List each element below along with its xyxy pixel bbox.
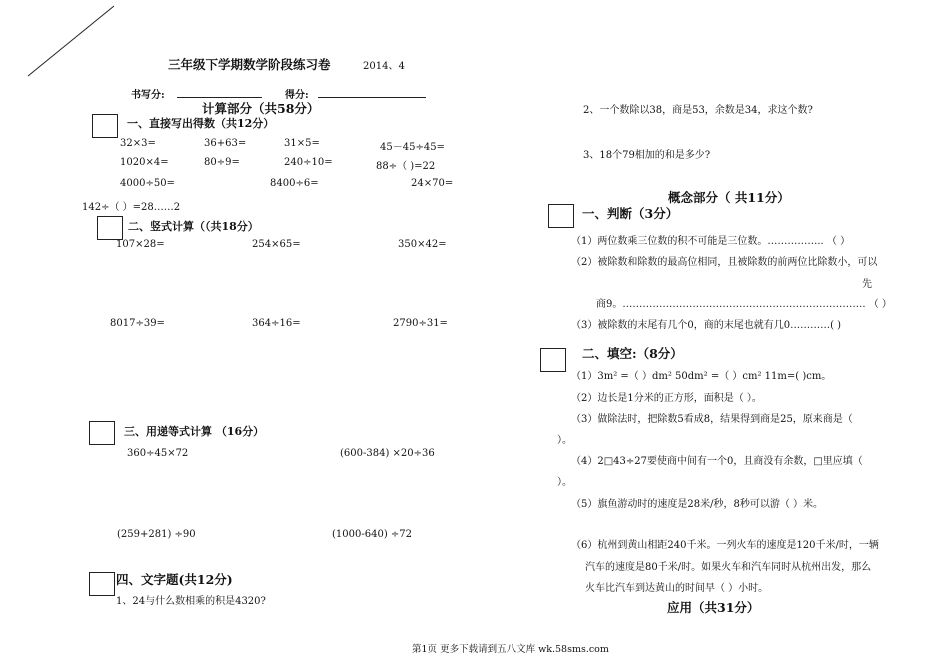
s4-title: 四、文字题(共12分) — [116, 572, 233, 587]
judge-item-2: （2）被除数和除数的最高位相同，且被除数的前两位比除数小，可以 — [571, 257, 878, 268]
paper-title: 三年级下学期数学阶段练习卷 — [168, 57, 331, 72]
s2-title: 二、竖式计算（（共18分） — [128, 220, 259, 233]
apply-part-heading: 应用（共31分） — [667, 600, 760, 615]
s1-item: 1020×4= — [120, 157, 169, 168]
s3-item: (259+281) ÷90 — [117, 529, 196, 540]
s3-item: 360÷45×72 — [127, 448, 189, 459]
fill-item-4-end: ）。 — [557, 477, 572, 488]
fill-title: 二、填空:（8分） — [582, 346, 683, 361]
judge-item-2-cont: 先 — [862, 279, 872, 290]
calc-part-heading: 计算部分（共58分） — [202, 101, 320, 116]
s1-item: 4000÷50= — [120, 178, 175, 189]
score-box-s1[interactable] — [92, 114, 118, 138]
s1-item: 24×70= — [411, 178, 454, 189]
fill-item-3-end: ）。 — [557, 435, 572, 446]
s1-title: 一、直接写出得数（共12分） — [127, 117, 275, 130]
s2-item: 107×28= — [116, 239, 165, 250]
s1-item: 8400÷6= — [270, 178, 319, 189]
handwriting-label: 书写分: — [131, 90, 165, 101]
s1-item: 80÷9= — [204, 157, 240, 168]
question-3: 3、18个79相加的和是多少? — [583, 150, 711, 161]
s3-item: (1000-640) ÷72 — [332, 529, 412, 540]
fill-item-6-line3: 火车比汽车到达黄山的时间早（ ）小时。 — [585, 583, 769, 594]
score-box-s4[interactable] — [89, 572, 115, 596]
corner-diagonal-line — [0, 0, 120, 80]
judge-item-2-end: 商9。………………………………………………………………. （ ） — [596, 299, 892, 310]
fill-item-6: （6）杭州到黄山相距240千米。一列火车的速度是120千米/时，一辆 — [571, 540, 879, 551]
s1-item: 142÷（ ）=28……2 — [82, 202, 181, 213]
score-blank[interactable] — [318, 86, 426, 98]
concept-part-heading: 概念部分（ 共11分） — [668, 190, 790, 205]
fill-item-2: （2）边长是1分米的正方形，面积是（ ）。 — [571, 393, 762, 404]
fill-item-6-line2: 汽车的速度是80千米/时。如果火车和汽车同时从杭州出发，那么 — [585, 562, 872, 573]
page-footer: 第1页 更多下载请到五八文库 wk.58sms.com — [412, 644, 609, 655]
s1-item: 32×3= — [120, 138, 156, 149]
score-box-judge[interactable] — [548, 204, 574, 228]
handwriting-blank[interactable] — [177, 86, 262, 98]
s2-item: 254×65= — [252, 239, 301, 250]
s3-item: (600-384) ×20÷36 — [340, 448, 435, 459]
score-box-fill[interactable] — [540, 348, 566, 372]
s2-item: 2790÷31= — [393, 318, 448, 329]
judge-title: 一、判断（3分） — [582, 206, 679, 221]
s1-item: 45－45÷45= — [380, 142, 445, 153]
fill-item-4: （4）2□43÷27要使商中间有一个0，且商没有余数，□里应填（ — [571, 456, 863, 467]
s1-item: 31×5= — [284, 138, 320, 149]
s4-question-1: 1、24与什么数相乘的积是4320? — [116, 596, 266, 607]
s2-item: 350×42= — [398, 239, 447, 250]
s2-item: 364÷16= — [252, 318, 301, 329]
score-box-s3[interactable] — [89, 421, 115, 445]
score-box-s2[interactable] — [97, 216, 123, 240]
fill-item-1: （1）3m² =（ ）dm² 50dm² =（ ）cm² 11m=( )cm。 — [571, 371, 832, 382]
fill-item-3: （3）做除法时，把除数5看成8，结果得到商是25，原来商是（ — [571, 414, 853, 425]
s1-item: 36+63= — [204, 138, 247, 149]
judge-item-1: （1）两位数乘三位数的积不可能是三位数。…………….. （ ） — [571, 236, 851, 247]
judge-item-3: （3）被除数的末尾有几个0，商的末尾也就有几0…………( ) — [571, 320, 842, 331]
paper-date: 2014、4 — [363, 61, 405, 72]
s3-title: 三、用递等式计算 （16分） — [124, 425, 265, 438]
fill-item-5: （5）旗鱼游动时的速度是28米/秒，8秒可以游（ ）米。 — [571, 499, 823, 510]
question-2: 2、一个数除以38，商是53，余数是34，求这个数? — [583, 105, 813, 116]
s2-item: 8017÷39= — [110, 318, 165, 329]
s1-item: 88÷（ )=22 — [376, 161, 436, 172]
s1-item: 240÷10= — [284, 157, 333, 168]
score-label: 得分: — [285, 90, 309, 101]
